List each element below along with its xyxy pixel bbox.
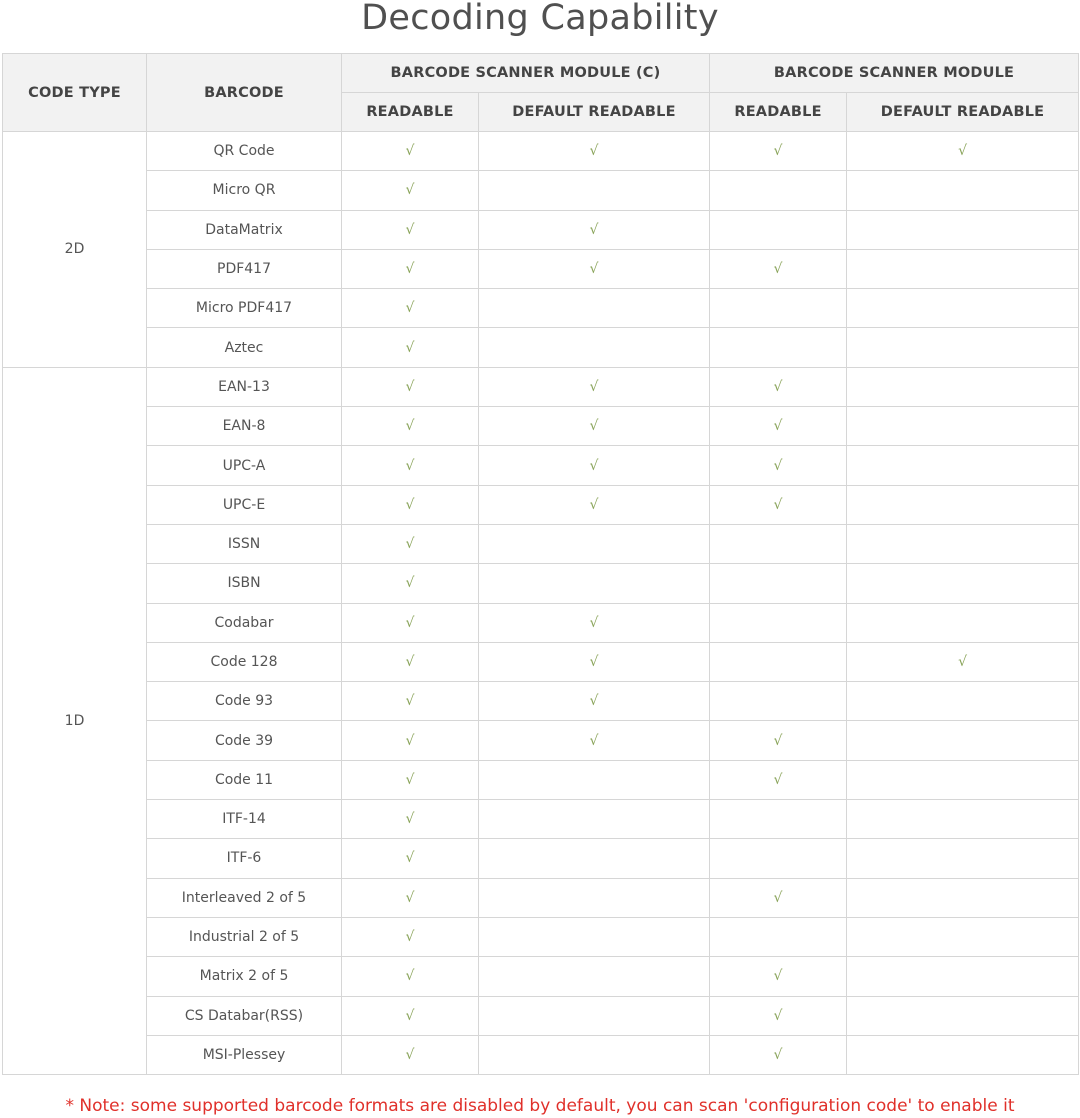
barcode-name-cell: Micro PDF417 <box>147 289 342 328</box>
check-module-readable-empty <box>710 328 847 367</box>
barcode-name-cell: DataMatrix <box>147 210 342 249</box>
table-row <box>3 917 1079 956</box>
table-row <box>3 485 1079 524</box>
check-module-readable-empty <box>710 524 847 563</box>
check-module-readable-mark: √ <box>710 957 847 996</box>
check-module-c-readable-mark: √ <box>342 446 479 485</box>
check-module-c-readable-mark: √ <box>342 642 479 681</box>
table-row <box>3 839 1079 878</box>
decoding-capability-table <box>2 53 1079 1075</box>
header-module-c-default-readable: DEFAULT READABLE <box>479 93 710 132</box>
check-module-default-empty <box>847 917 1079 956</box>
check-module-default-empty <box>847 407 1079 446</box>
check-module-c-readable-mark: √ <box>342 210 479 249</box>
table-row <box>3 289 1079 328</box>
check-module-c-default-empty <box>479 1035 710 1074</box>
barcode-name-cell: ITF-14 <box>147 800 342 839</box>
check-module-c-readable-mark: √ <box>342 996 479 1035</box>
table-row <box>3 367 1079 406</box>
check-module-readable-mark: √ <box>710 878 847 917</box>
check-module-default-empty <box>847 249 1079 288</box>
check-module-default-empty <box>847 603 1079 642</box>
table-row <box>3 957 1079 996</box>
barcode-name-cell: EAN-13 <box>147 367 342 406</box>
check-module-c-readable-mark: √ <box>342 957 479 996</box>
check-module-c-default-empty <box>479 917 710 956</box>
check-module-default-empty <box>847 1035 1079 1074</box>
check-module-default-empty <box>847 564 1079 603</box>
check-module-c-readable-mark: √ <box>342 485 479 524</box>
check-module-c-readable-mark: √ <box>342 1035 479 1074</box>
table-row <box>3 1035 1079 1074</box>
check-module-c-readable-mark: √ <box>342 878 479 917</box>
code-type-cell: 2D <box>3 132 147 368</box>
check-module-default-empty <box>847 957 1079 996</box>
check-module-readable-empty <box>710 917 847 956</box>
check-module-default-empty <box>847 446 1079 485</box>
barcode-name-cell: EAN-8 <box>147 407 342 446</box>
table-row <box>3 328 1079 367</box>
check-module-c-readable-mark: √ <box>342 800 479 839</box>
check-module-readable-empty <box>710 682 847 721</box>
check-module-readable-empty <box>710 800 847 839</box>
check-module-c-readable-mark: √ <box>342 328 479 367</box>
check-module-readable-mark: √ <box>710 132 847 171</box>
check-module-c-default-mark: √ <box>479 249 710 288</box>
check-module-readable-empty <box>710 564 847 603</box>
table-row <box>3 132 1079 171</box>
table-row <box>3 721 1079 760</box>
header-module-default-readable: DEFAULT READABLE <box>847 93 1079 132</box>
check-module-c-default-mark: √ <box>479 721 710 760</box>
table-row <box>3 446 1079 485</box>
check-module-default-empty <box>847 328 1079 367</box>
check-module-readable-mark: √ <box>710 721 847 760</box>
check-module-default-empty <box>847 289 1079 328</box>
check-module-readable-mark: √ <box>710 760 847 799</box>
check-module-readable-empty <box>710 839 847 878</box>
check-module-readable-empty <box>710 642 847 681</box>
table-row <box>3 682 1079 721</box>
table-row <box>3 564 1079 603</box>
table-row <box>3 524 1079 563</box>
check-module-c-default-empty <box>479 171 710 210</box>
table-row <box>3 642 1079 681</box>
check-module-c-default-empty <box>479 957 710 996</box>
check-module-readable-mark: √ <box>710 446 847 485</box>
check-module-c-default-empty <box>479 760 710 799</box>
check-module-default-empty <box>847 996 1079 1035</box>
table-row <box>3 760 1079 799</box>
barcode-name-cell: UPC-A <box>147 446 342 485</box>
check-module-c-default-empty <box>479 996 710 1035</box>
check-module-default-empty <box>847 839 1079 878</box>
header-module-c: BARCODE SCANNER MODULE (C) <box>342 54 710 93</box>
check-module-default-empty <box>847 760 1079 799</box>
check-module-default-empty <box>847 485 1079 524</box>
table-row <box>3 210 1079 249</box>
check-module-c-default-empty <box>479 328 710 367</box>
check-module-c-readable-mark: √ <box>342 171 479 210</box>
check-module-readable-mark: √ <box>710 407 847 446</box>
check-module-c-readable-mark: √ <box>342 132 479 171</box>
check-module-c-default-empty <box>479 878 710 917</box>
barcode-name-cell: Codabar <box>147 603 342 642</box>
barcode-name-cell: Interleaved 2 of 5 <box>147 878 342 917</box>
barcode-name-cell: Code 11 <box>147 760 342 799</box>
table-row <box>3 249 1079 288</box>
check-module-c-default-mark: √ <box>479 407 710 446</box>
check-module-c-default-mark: √ <box>479 682 710 721</box>
check-module-c-readable-mark: √ <box>342 367 479 406</box>
check-module-c-default-mark: √ <box>479 642 710 681</box>
check-module-readable-mark: √ <box>710 485 847 524</box>
check-module-c-default-empty <box>479 839 710 878</box>
check-module-c-readable-mark: √ <box>342 289 479 328</box>
barcode-name-cell: Code 128 <box>147 642 342 681</box>
barcode-name-cell: CS Databar(RSS) <box>147 996 342 1035</box>
check-module-c-default-mark: √ <box>479 210 710 249</box>
table-row <box>3 800 1079 839</box>
header-code-type: CODE TYPE <box>3 54 147 132</box>
barcode-name-cell: Code 39 <box>147 721 342 760</box>
table-header <box>3 54 1079 132</box>
check-module-c-readable-mark: √ <box>342 917 479 956</box>
table-row <box>3 603 1079 642</box>
check-module-default-empty <box>847 210 1079 249</box>
check-module-readable-empty <box>710 603 847 642</box>
table-row <box>3 878 1079 917</box>
check-module-readable-mark: √ <box>710 249 847 288</box>
check-module-c-default-mark: √ <box>479 603 710 642</box>
table-row <box>3 171 1079 210</box>
check-module-default-empty <box>847 878 1079 917</box>
check-module-c-default-empty <box>479 564 710 603</box>
check-module-default-empty <box>847 800 1079 839</box>
check-module-c-readable-mark: √ <box>342 564 479 603</box>
barcode-name-cell: ISSN <box>147 524 342 563</box>
header-module-c-readable: READABLE <box>342 93 479 132</box>
check-module-c-readable-mark: √ <box>342 682 479 721</box>
barcode-name-cell: ITF-6 <box>147 839 342 878</box>
header-module-readable: READABLE <box>710 93 847 132</box>
code-type-cell: 1D <box>3 367 147 1074</box>
check-module-c-readable-mark: √ <box>342 603 479 642</box>
check-module-c-readable-mark: √ <box>342 721 479 760</box>
barcode-name-cell: UPC-E <box>147 485 342 524</box>
barcode-name-cell: ISBN <box>147 564 342 603</box>
barcode-name-cell: Micro QR <box>147 171 342 210</box>
check-module-default-empty <box>847 682 1079 721</box>
check-module-default-mark: √ <box>847 132 1079 171</box>
check-module-readable-empty <box>710 171 847 210</box>
check-module-readable-mark: √ <box>710 1035 847 1074</box>
header-row-top <box>3 54 1079 93</box>
check-module-c-default-empty <box>479 289 710 328</box>
check-module-c-readable-mark: √ <box>342 760 479 799</box>
check-module-c-readable-mark: √ <box>342 839 479 878</box>
barcode-name-cell: PDF417 <box>147 249 342 288</box>
check-module-c-default-mark: √ <box>479 367 710 406</box>
table-row <box>3 407 1079 446</box>
check-module-default-empty <box>847 524 1079 563</box>
header-module: BARCODE SCANNER MODULE <box>710 54 1079 93</box>
check-module-readable-empty <box>710 289 847 328</box>
check-module-c-readable-mark: √ <box>342 407 479 446</box>
page-title: Decoding Capability <box>361 0 719 38</box>
check-module-readable-mark: √ <box>710 996 847 1035</box>
check-module-c-readable-mark: √ <box>342 524 479 563</box>
barcode-name-cell: Industrial 2 of 5 <box>147 917 342 956</box>
barcode-name-cell: MSI-Plessey <box>147 1035 342 1074</box>
check-module-c-default-mark: √ <box>479 446 710 485</box>
check-module-default-empty <box>847 171 1079 210</box>
barcode-name-cell: QR Code <box>147 132 342 171</box>
check-module-c-default-empty <box>479 800 710 839</box>
table-row <box>3 996 1079 1035</box>
check-module-default-mark: √ <box>847 642 1079 681</box>
check-module-c-default-mark: √ <box>479 132 710 171</box>
barcode-name-cell: Code 93 <box>147 682 342 721</box>
check-module-readable-empty <box>710 210 847 249</box>
check-module-c-readable-mark: √ <box>342 249 479 288</box>
check-module-c-default-empty <box>479 524 710 563</box>
barcode-name-cell: Matrix 2 of 5 <box>147 957 342 996</box>
check-module-default-empty <box>847 721 1079 760</box>
check-module-c-default-mark: √ <box>479 485 710 524</box>
check-module-default-empty <box>847 367 1079 406</box>
header-barcode: BARCODE <box>147 54 342 132</box>
barcode-name-cell: Aztec <box>147 328 342 367</box>
table-body <box>3 132 1079 1075</box>
footnote: * Note: some supported barcode formats are disabled by default, you can scan 'configuration code' to enable it <box>65 1096 1015 1116</box>
check-module-readable-mark: √ <box>710 367 847 406</box>
